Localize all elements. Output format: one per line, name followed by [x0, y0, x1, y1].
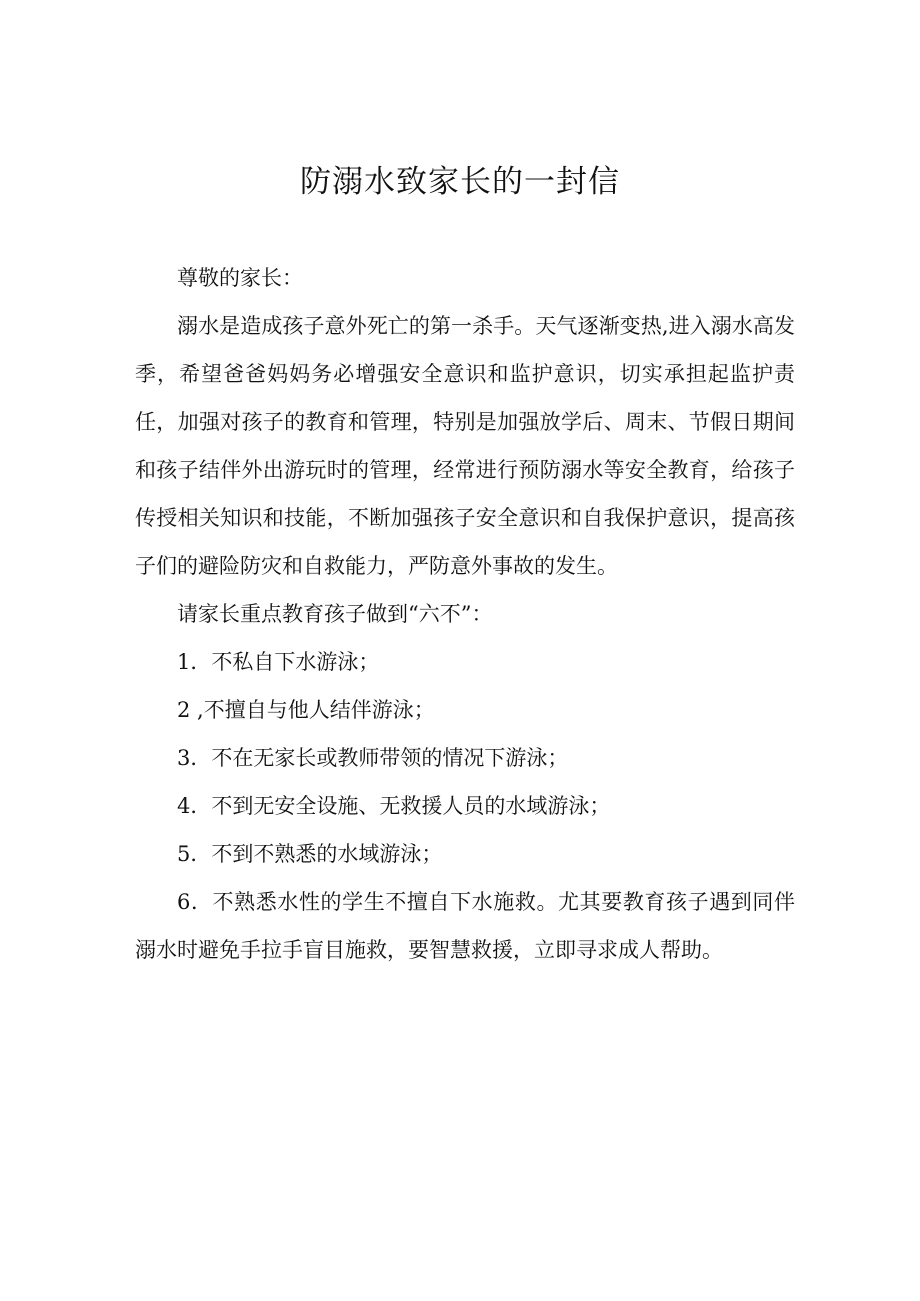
rule-item-4: 4．不到无安全设施、无救援人员的水域游泳；: [177, 794, 611, 818]
document-title: 防溺水致家长的一封信: [300, 164, 620, 200]
salutation: 尊敬的家长：: [177, 266, 303, 290]
rule-item-2: 2 ,不擅自与他人结伴游泳；: [177, 698, 435, 722]
rule-item-6: 6．不熟悉水性的学生不擅自下水施救。尤其要教育孩子遇到同伴溺水时避免手拉手盲目施救，要智慧救援，立即寻求成人帮助。: [135, 890, 795, 962]
intro-paragraph: 溺水是造成孩子意外死亡的第一杀手。天气逐渐变热,进入溺水高发季，希望爸爸妈妈务必增强安全意识和监护意识，切实承担起监护责任，加强对孩子的教育和管理，特别是加强放学后、周末、节假日期间和孩子结伴外出游玩时的管理，经常进行预防溺水等安全教育，给孩子传授相关知识和技能，不断加强孩子安全意识和自我保护意识，提高孩子们的避险防灾和自救能力，严防意外事故的发生。: [135, 314, 795, 578]
letter-body: [135, 254, 795, 974]
rule-item-3: 3．不在无家长或教师带领的情况下游泳；: [177, 746, 569, 770]
six-nots-heading: 请家长重点教育孩子做到“六不”：: [177, 602, 493, 626]
rule-item-1: 1．不私自下水游泳；: [177, 650, 380, 674]
rule-item-5: 5．不到不熟悉的水域游泳；: [177, 842, 443, 866]
